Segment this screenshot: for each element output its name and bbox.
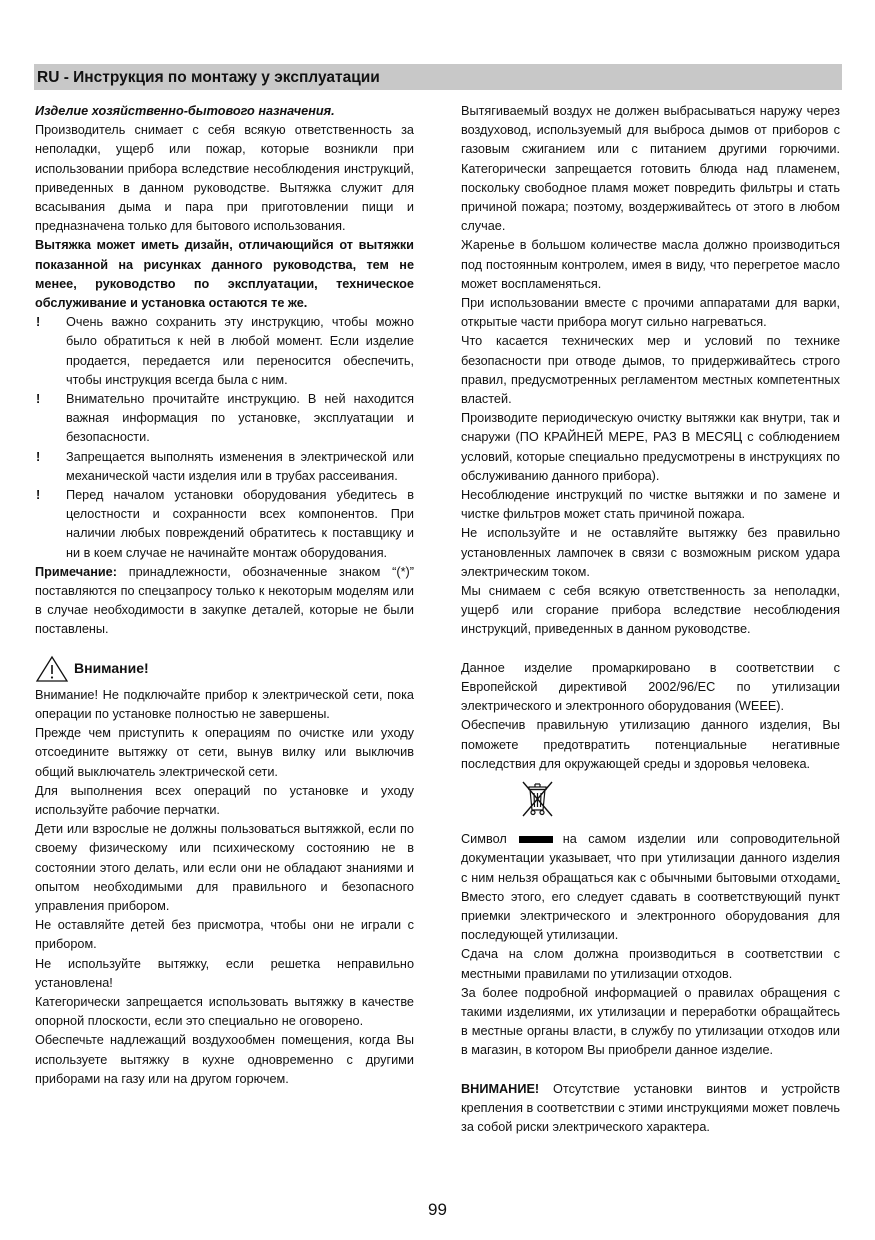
safety-paragraph: Что касается технических мер и условий по технике безопасности при отводе дымов, то придерживайтесь строго правил, предусмотренных регламентом местных компетентных властей.	[461, 334, 840, 407]
weee-paragraph: Обеспечив правильную утилизацию данного изделия, Вы поможете предотвратить потенциальные негативные последствия для окружающей среды и здоровья человека.	[461, 718, 840, 771]
warning-heading	[35, 654, 414, 684]
safety-paragraph: Несоблюдение инструкций по чистке вытяжки и по замене и чистке фильтров может стать причиной пожара.	[461, 488, 840, 522]
weee-paragraph: Данное изделие промаркировано в соответствии с Европейской директивой 2002/96/EC по утилизации электрического и электронного оборудования (WEEE).	[461, 660, 840, 714]
warning-paragraph: Категорически запрещается использовать вытяжку в качестве опорной плоскости, если это специально не оговорено.	[35, 994, 414, 1029]
crossed-bin-icon	[515, 776, 559, 820]
intro-title: Изделие хозяйственно-бытового назначения.	[35, 104, 335, 118]
warning-paragraph: Не оставляйте детей без присмотра, чтобы они не играли с прибором.	[35, 918, 414, 952]
note-text: принадлежности, обозначенные знаком “(*)” поставляются по спецзапросу только к некоторым моделям или в случае необходимости в закупке деталей, которые не были поставлены.	[35, 564, 414, 637]
section-header	[34, 64, 842, 90]
spacer	[461, 1061, 840, 1080]
warning-paragraph: Внимание! Не подключайте прибор к электрической сети, пока операции по установке полностью не завершены.	[35, 687, 414, 721]
symbol-word: Символ	[461, 832, 507, 847]
spacer	[461, 640, 840, 659]
right-column	[461, 102, 840, 1137]
note-label: Примечание:	[35, 564, 117, 579]
warning-paragraph: Обеспечьте надлежащий воздухообмен помещения, когда Вы используете вытяжку в кухне одновременно с другими приборами на газу или на другом горючем.	[35, 1033, 414, 1086]
design-note: Вытяжка может иметь дизайн, отличающийся от вытяжки показанной на рисунках данного руководства, тем не менее, руководство по эксплуатации, техническое обслуживание и установка остаются те же.	[35, 238, 414, 311]
black-bar-symbol	[519, 836, 553, 843]
safety-paragraph: Жаренье в большом количестве масла должно производиться под постоянным контролем, имея в виду, что перегретое масло может воспламеняться.	[461, 238, 840, 291]
safety-paragraph: Вытягиваемый воздух не должен выбрасываться наружу через воздуховод, используемый для выброса дымов от приборов с газовым сжиганием или с питанием другими горючими. Категорически запрещается готовить блюда над пламенем, поскольку свободное пламя может повредить фильтры и стать причиной пожара; поэтому, воздерживайтесь от этого в любом случае.	[461, 104, 840, 234]
safety-paragraph: Мы снимаем с себя всякую ответственность за неполадки, ущерб или сгорание прибора вследствие несоблюдения инструкций, приведенных в данном руководстве.	[461, 584, 840, 637]
symbol-text-continued: Вместо этого, его следует сдавать в соответствующий пункт приемки электрического и электронного оборудования для последующей утилизации.	[461, 889, 840, 943]
warning-paragraph: Для выполнения всех операций по установке и уходу используйте рабочие перчатки.	[35, 783, 414, 817]
bullet-item	[35, 448, 414, 486]
symbol-text: на самом изделии или сопроводительной документации указывает, что при утилизации данного изделия с ним нельзя обращаться как с обычными бытовыми отходами	[461, 832, 840, 885]
exclamation-icon: !	[36, 392, 41, 407]
safety-paragraph: Не используйте и не оставляйте вытяжку без правильно установленных лампочек в связи с возможным риском удара электрическим током.	[461, 526, 840, 579]
symbol-paragraph	[461, 830, 840, 945]
warning-paragraph: Не используйте вытяжку, если решетка неправильно установлена!	[35, 956, 414, 990]
exclamation-icon: !	[36, 449, 41, 464]
note-paragraph	[35, 563, 414, 640]
section-title: RU - Инструкция по монтажу у эксплуатации	[37, 69, 380, 86]
final-warning-text: Отсутствие установки винтов и устройств крепления в соответствии с этими инструкциями может повлечь за собой риски электрического характера.	[461, 1081, 841, 1134]
warning-paragraph: Дети или взрослые не должны пользоваться вытяжкой, если по своему физическому или психическому состоянию не в состоянии этого делать, или если они не обладают знаниями и опытом необходимыми для правильного и безопасного управления прибором.	[35, 822, 414, 913]
exclamation-icon: !	[36, 315, 41, 330]
page-number: 99	[428, 1200, 447, 1219]
symbol-dot: .	[836, 870, 840, 885]
final-warning-label: ВНИМАНИЕ!	[461, 1081, 540, 1096]
warning-paragraph: Прежде чем приступить к операциям по очистке или уходу отсоедините вытяжку от сети, вынув вилку или выключив общий выключатель электрической сети.	[35, 726, 414, 779]
bullet-text: Внимательно прочитайте инструкцию. В ней находится важная информация по установке, эксплуатации и безопасности.	[66, 392, 414, 445]
safety-paragraph: При использовании вместе с прочими аппаратами для варки, открытые части прибора могут сильно нагреваться.	[461, 296, 840, 330]
safety-paragraph: Производите периодическую очистку вытяжки как внутри, так и снаружи (ПО КРАЙНЕЙ МЕРЕ, РАЗ В МЕСЯЦ с соблюдением условий, которые специально предусмотрены в инструкциях по обслуживанию данного прибора).	[461, 411, 840, 483]
left-column	[35, 102, 414, 1089]
bullet-text: Запрещается выполнять изменения в электрической или механической части изделия или в трубах рассеивания.	[66, 449, 414, 483]
intro-text: Производитель снимает с себя всякую ответственность за неполадки, ущерб или пожар, которые возникли при использовании прибора вследствие несоблюдения инструкций, приведенных в данном руководстве. Вытяжка служит для всасывания дыма и пара при приготовлении пищи и предназначена только для бытового использования.	[35, 123, 414, 234]
bullet-item	[35, 390, 414, 448]
exclamation-icon: !	[36, 488, 41, 503]
final-warning	[461, 1080, 840, 1138]
warning-title: Внимание!	[74, 660, 149, 677]
disposal-paragraph: За более подробной информацией о правилах обращения с такими изделиями, их утилизации и переработки обращайтесь в местные органы власти, в службу по утилизации отходов или в магазин, в котором Вы приобрели данное изделие.	[461, 985, 840, 1058]
bullet-item	[35, 313, 414, 390]
bullet-text: Очень важно сохранить эту инструкцию, чтобы можно было обратиться к ней в любой момент. Если изделие продается, передается или переносится обеспечить, чтобы инструкция всегда была с ним.	[66, 315, 414, 387]
bullet-item	[35, 486, 414, 563]
disposal-paragraph: Сдача на слом должна производиться в соответствии с местными правилами по утилизации отходов.	[461, 947, 840, 981]
warning-triangle-icon	[35, 655, 69, 683]
bullet-text: Перед началом установки оборудования убедитесь в целостности и сохранности всех компонентов. При наличии любых повреждений обратитесь к поставщику и ни в коем случае не начинайте монтаж оборудования.	[66, 488, 414, 560]
